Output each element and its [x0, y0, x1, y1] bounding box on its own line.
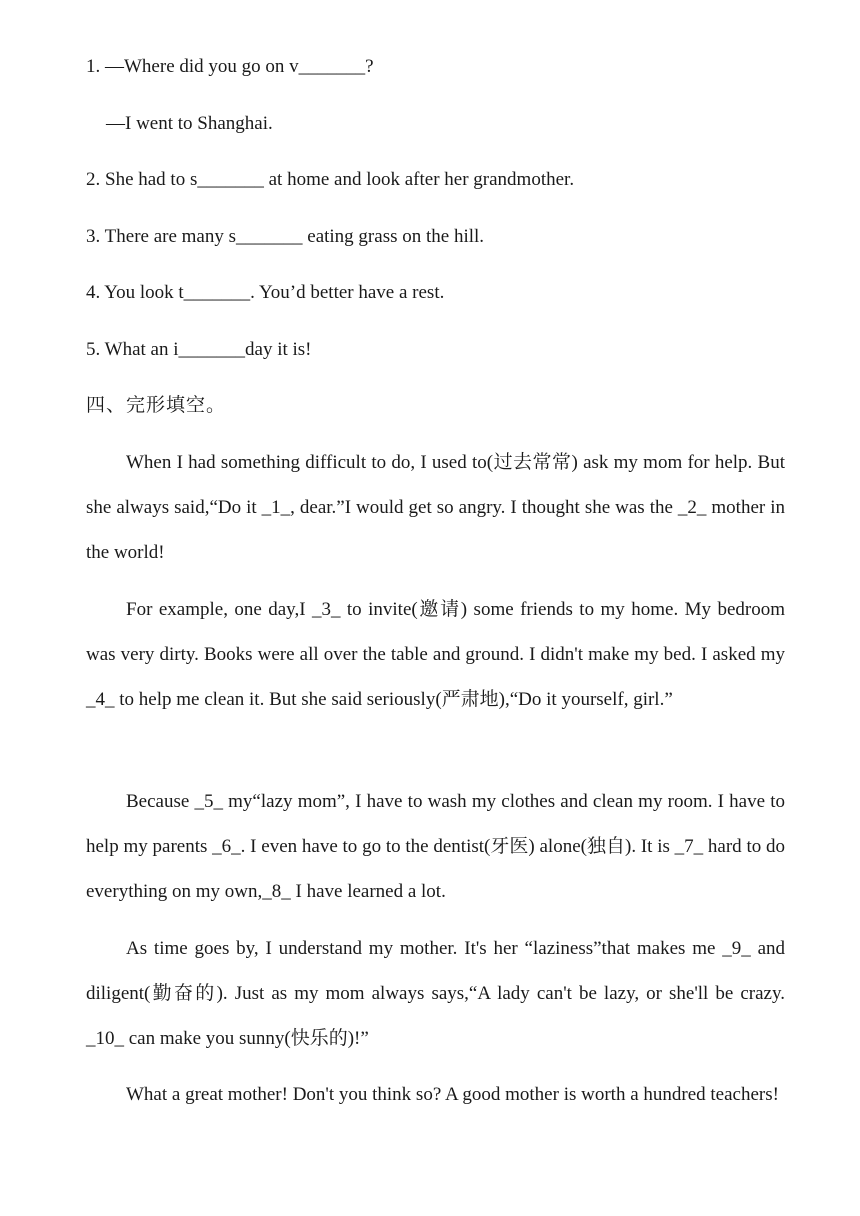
question-1-answer-line: —I went to Shanghai. [106, 113, 273, 134]
question-4: 4. You look t_______. You’d better have a rest. [86, 282, 445, 303]
question-3: 3. There are many s_______ eating grass on the hill. [86, 226, 485, 247]
cloze-paragraph-2: For example, one day,I _3_ to invite(邀请) some friends to my home. My bedroom was very dirty. Books were all over the table and ground. I didn't make my bed. I asked my _4_ to help me clean it. But she said seriously(严肃地),“Do it yourself, girl.” [86, 599, 785, 710]
cloze-paragraph-1: When I had something difficult to do, I used to(过去常常) ask my mom for help. But she always said,“Do it _1_, dear.”I would get so angry. I thought she was the _2_ mother in the world! [86, 452, 785, 563]
section-heading-cloze: 四、完形填空。 [86, 395, 227, 416]
cloze-paragraph-3: Because _5_ my“lazy mom”, I have to wash my clothes and clean my room. I have to help my parents _6_. I even have to go to the dentist(牙医) alone(独自). It is _7_ hard to do everything on my own,_8_ I have learned a lot. [86, 791, 785, 902]
question-1-prompt: 1. —Where did you go on v_______? [86, 56, 374, 77]
question-5: 5. What an i_______day it is! [86, 339, 312, 360]
cloze-paragraph-4: As time goes by, I understand my mother. It's her “laziness”that makes me _9_ and diligent(勤奋的). Just as my mom always says,“A lady can't be lazy, or she'll be crazy. _10_ can make you sunny(快乐的)!” [86, 938, 785, 1049]
cloze-paragraph-5: What a great mother! Don't you think so? A good mother is worth a hundred teachers! [126, 1084, 779, 1105]
question-2: 2. She had to s_______ at home and look after her grandmother. [86, 169, 575, 190]
